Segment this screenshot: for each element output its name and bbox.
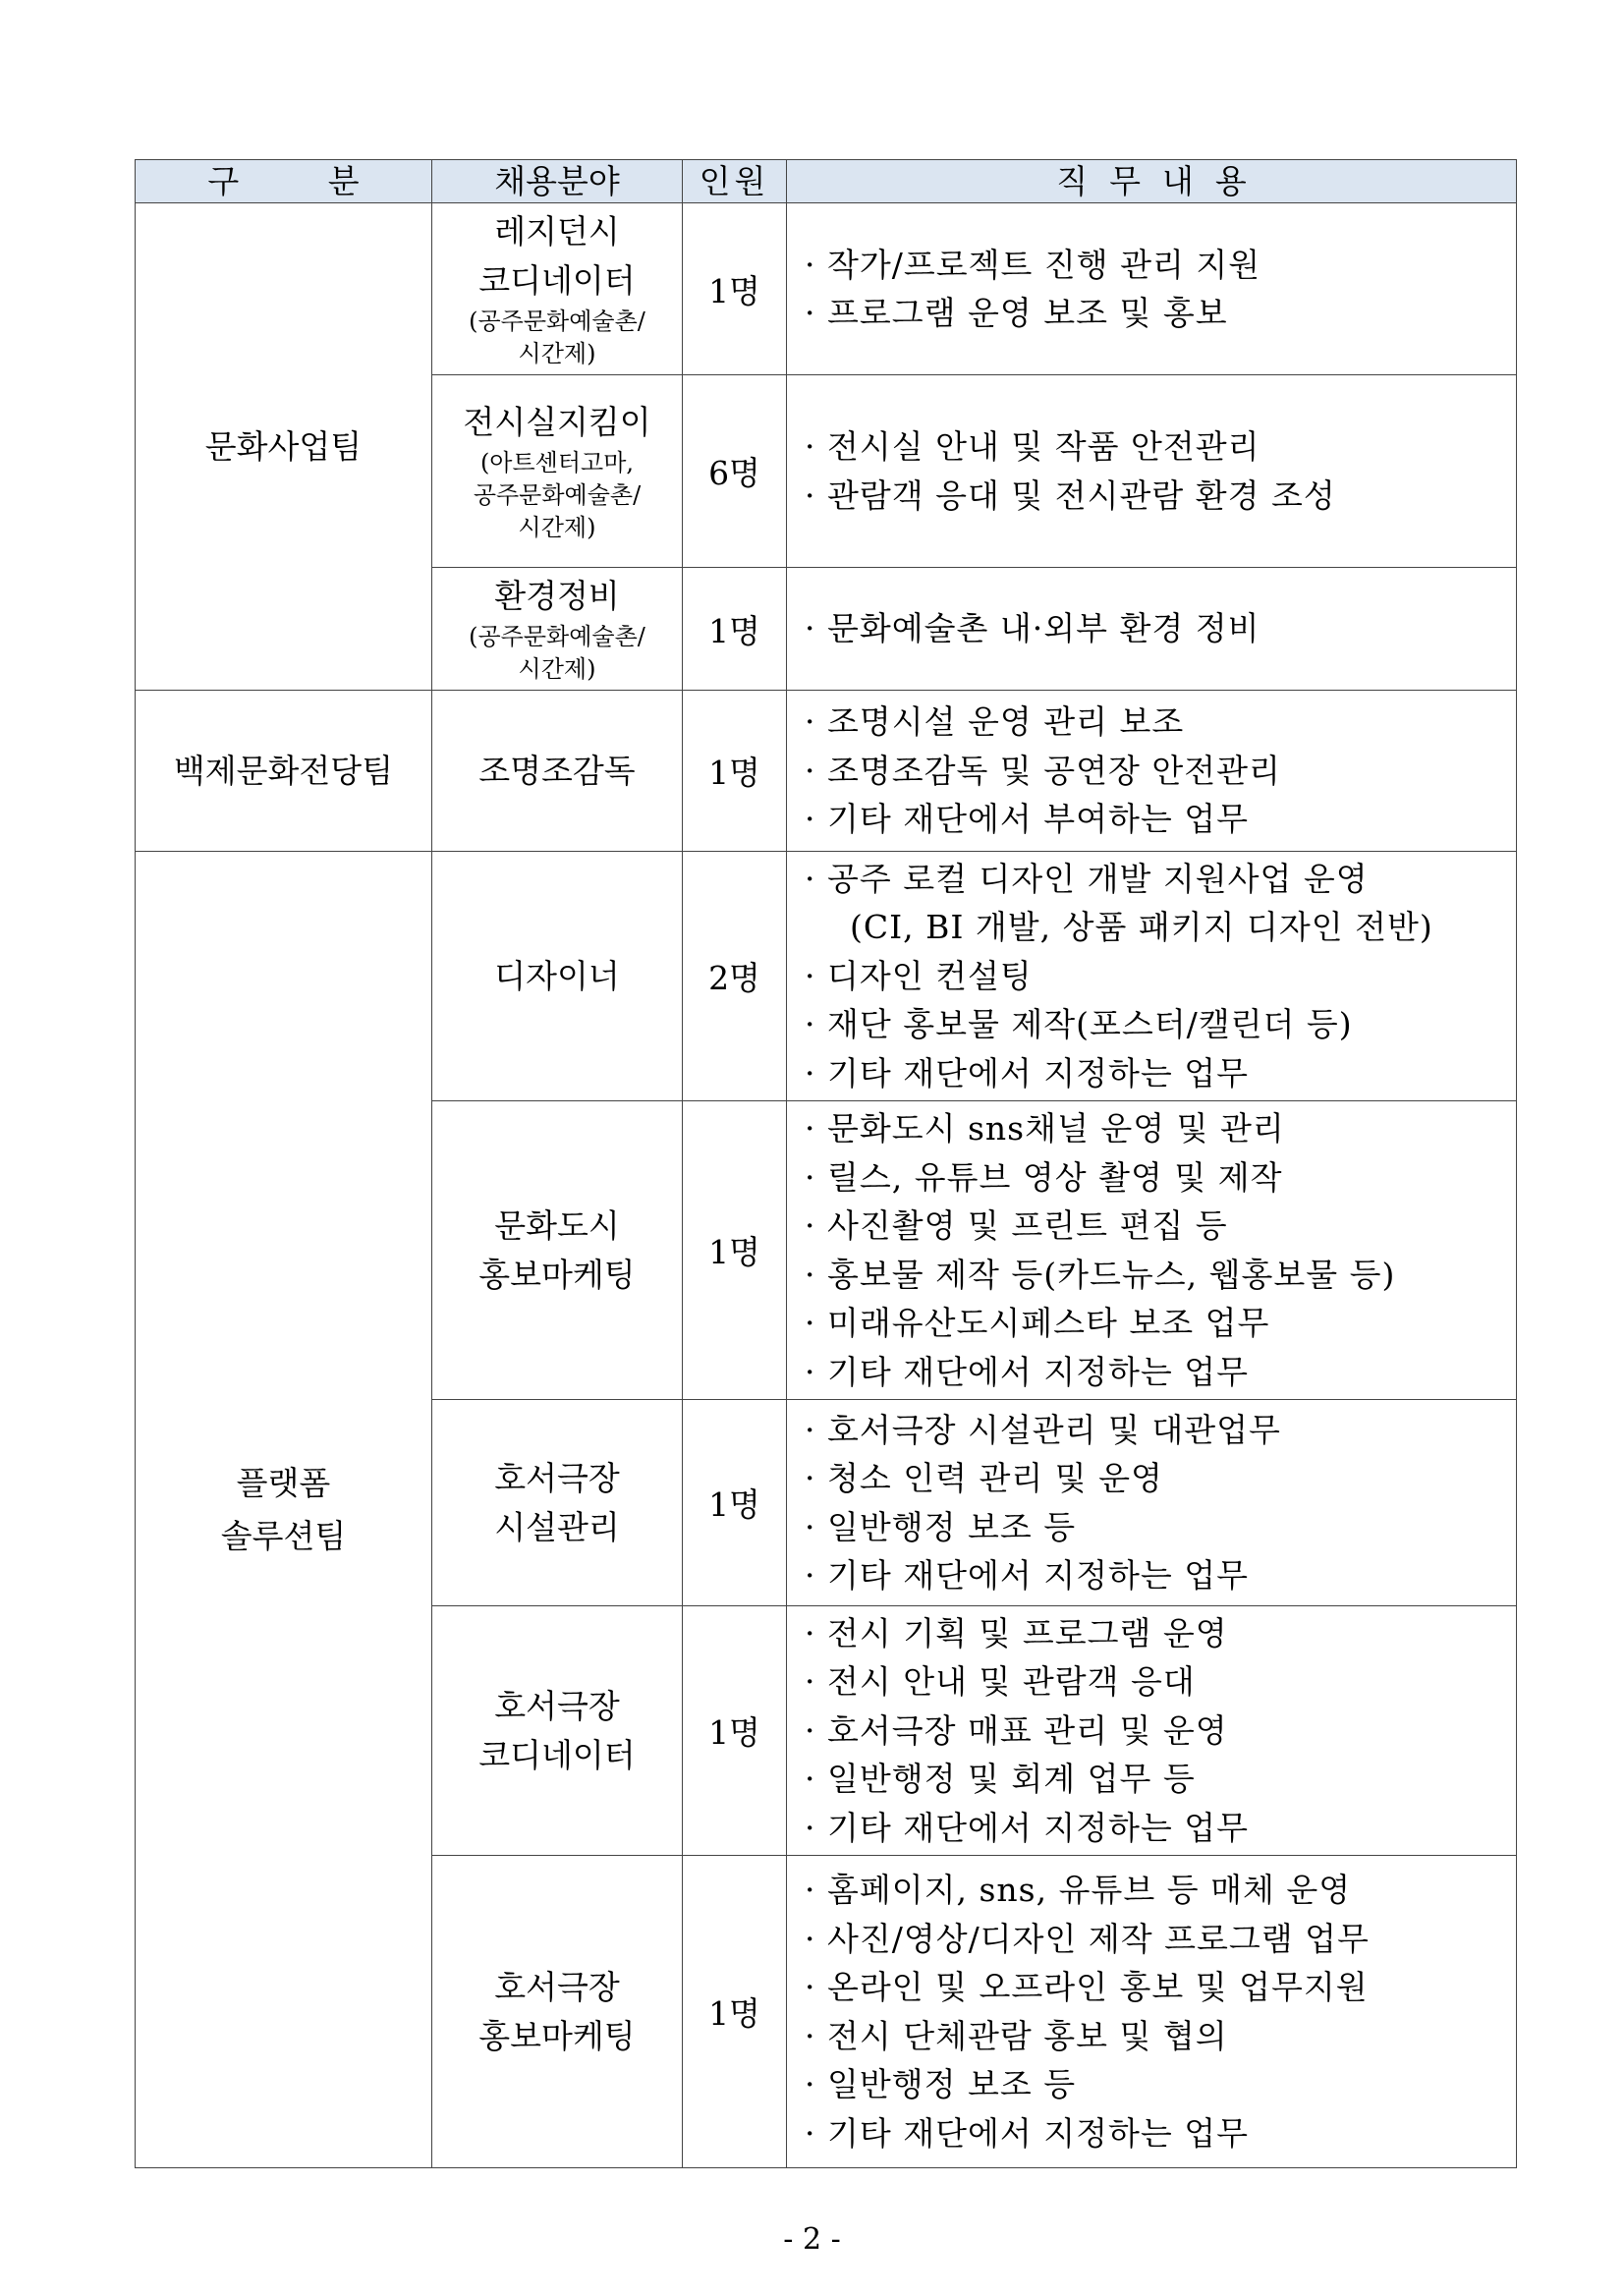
duty-list [805, 1609, 1516, 1853]
duties-cell [787, 852, 1517, 1101]
count-cell: 1명 [683, 1400, 787, 1606]
field-name: 환경정비 [494, 577, 620, 615]
duty-item: · 호서극장 시설관리 및 대관업무 [805, 1406, 1516, 1455]
duty-item: · 전시실 안내 및 작품 안전관리 [805, 422, 1516, 472]
team-name: 문화사업팀 [204, 426, 363, 466]
field-name: 조명조감독 [478, 751, 636, 790]
duty-item: · 문화예술촌 내·외부 환경 정비 [805, 604, 1516, 653]
field-cell [432, 203, 683, 375]
duty-item: · 기타 재단에서 부여하는 업무 [805, 795, 1516, 844]
table-row [136, 203, 1517, 375]
field-cell [432, 568, 683, 691]
duties-cell [787, 691, 1517, 852]
count-cell: 2명 [683, 852, 787, 1101]
duty-item: · 일반행정 보조 등 [805, 1503, 1516, 1552]
field-note-line3: 시간제) [518, 514, 596, 541]
field-note: (공주문화예술촌/ [469, 623, 645, 650]
field-note-line2: 시간제) [518, 655, 596, 683]
duty-item: · 호서극장 매표 관리 및 운영 [805, 1707, 1516, 1756]
count-cell: 1명 [683, 203, 787, 375]
count-cell: 1명 [683, 1101, 787, 1400]
team-cell [136, 203, 432, 691]
duty-item: · 관람객 응대 및 전시관람 환경 조성 [805, 472, 1516, 521]
duty-item: · 릴스, 유튜브 영상 촬영 및 제작 [805, 1153, 1516, 1203]
duty-item: · 기타 재단에서 지정하는 업무 [805, 1348, 1516, 1397]
header-field: 채용분야 [432, 160, 683, 203]
duties-cell [787, 1400, 1517, 1606]
field-name: 레지던시 [494, 212, 620, 251]
table-row [136, 691, 1517, 852]
team-name: 플랫폼 [236, 1463, 331, 1502]
duty-list [805, 855, 1516, 1098]
count-cell: 1명 [683, 1856, 787, 2168]
field-name: 디자이너 [494, 956, 620, 995]
field-note-line2: 공주문화예술촌/ [473, 481, 642, 509]
duty-list [805, 1866, 1516, 2157]
duties-cell [787, 1606, 1517, 1856]
team-cell [136, 691, 432, 852]
duty-item: · 전시 기획 및 프로그램 운영 [805, 1609, 1516, 1658]
team-name-line2: 솔루션팀 [220, 1516, 347, 1555]
duty-item: · 재단 홍보물 제작(포스터/캘린더 등) [805, 1000, 1516, 1049]
field-name-line2: 코디네이터 [478, 261, 636, 300]
duty-item: · 일반행정 보조 등 [805, 2060, 1516, 2109]
table-row [136, 852, 1517, 1101]
duty-item: · 사진/영상/디자인 제작 프로그램 업무 [805, 1915, 1516, 1964]
duties-cell [787, 203, 1517, 375]
duty-item: · 사진촬영 및 프린트 편집 등 [805, 1202, 1516, 1251]
duty-item: · 온라인 및 오프라인 홍보 및 업무지원 [805, 1963, 1516, 2012]
field-name: 호서극장 [494, 1686, 620, 1725]
duty-item: · 기타 재단에서 지정하는 업무 [805, 1049, 1516, 1098]
duty-item: · 공주 로컬 디자인 개발 지원사업 운영 [805, 855, 1516, 904]
duty-list [805, 241, 1516, 338]
duties-cell [787, 1856, 1517, 2168]
field-cell [432, 1101, 683, 1400]
field-note: (아트센터고마, [479, 449, 635, 476]
header-row [136, 160, 1517, 203]
duties-cell [787, 1101, 1517, 1400]
field-cell [432, 852, 683, 1101]
team-name: 백제문화전당팀 [173, 751, 394, 790]
field-cell [432, 1856, 683, 2168]
duty-item: · 기타 재단에서 지정하는 업무 [805, 2109, 1516, 2158]
duty-list [805, 1406, 1516, 1600]
field-note: (공주문화예술촌/ [469, 308, 645, 335]
field-cell [432, 375, 683, 568]
field-name-line2: 홍보마케팅 [478, 1255, 636, 1294]
duty-item: · 미래유산도시페스타 보조 업무 [805, 1299, 1516, 1348]
page-number: - 2 - [783, 2222, 841, 2257]
field-name: 문화도시 [494, 1205, 620, 1245]
count-cell: 1명 [683, 691, 787, 852]
duty-list [805, 422, 1516, 520]
field-name: 호서극장 [494, 1967, 620, 2006]
field-name: 호서극장 [494, 1458, 620, 1497]
count-cell: 1명 [683, 1606, 787, 1856]
field-name: 전시실지킴이 [463, 403, 651, 441]
duty-item: · 디자인 컨설팅 [805, 952, 1516, 1001]
field-name-line2: 시설관리 [494, 1507, 620, 1546]
duty-list [805, 1104, 1516, 1396]
field-name-line2: 코디네이터 [478, 1735, 636, 1774]
field-cell [432, 1606, 683, 1856]
field-cell [432, 1400, 683, 1606]
duty-item: · 프로그램 운영 보조 및 홍보 [805, 289, 1516, 338]
duty-item: · 문화도시 sns채널 운영 및 관리 [805, 1104, 1516, 1153]
duty-list [805, 604, 1516, 653]
duty-item: · 조명조감독 및 공연장 안전관리 [805, 747, 1516, 796]
duty-item-continuation: (CI, BI 개발, 상품 패키지 디자인 전반) [850, 908, 1433, 947]
duty-item: · 기타 재단에서 지정하는 업무 [805, 1551, 1516, 1600]
header-team: 구 분 [136, 160, 432, 203]
duty-item: · 홈페이지, sns, 유튜브 등 매체 운영 [805, 1866, 1516, 1915]
duties-cell [787, 375, 1517, 568]
duty-item: · 작가/프로젝트 진행 관리 지원 [805, 241, 1516, 290]
count-cell: 1명 [683, 568, 787, 691]
duty-item: · 청소 인력 관리 및 운영 [805, 1454, 1516, 1503]
team-cell [136, 852, 432, 2168]
duty-item: · 전시 단체관람 홍보 및 협의 [805, 2012, 1516, 2061]
duties-cell [787, 568, 1517, 691]
duty-list [805, 698, 1516, 844]
duty-item: · 조명시설 운영 관리 보조 [805, 698, 1516, 747]
field-note-line2: 시간제) [518, 340, 596, 367]
duty-item: · 일반행정 및 회계 업무 등 [805, 1755, 1516, 1804]
job-table [135, 159, 1517, 2168]
header-count: 인원 [683, 160, 787, 203]
count-cell: 6명 [683, 375, 787, 568]
duty-item: · 전시 안내 및 관람객 응대 [805, 1657, 1516, 1707]
field-name-line2: 홍보마케팅 [478, 2016, 636, 2055]
field-cell [432, 691, 683, 852]
header-duties: 직무내용 [787, 160, 1517, 203]
duty-item: · 홍보물 제작 등(카드뉴스, 웹홍보물 등) [805, 1251, 1516, 1300]
duty-item: · 기타 재단에서 지정하는 업무 [805, 1804, 1516, 1853]
